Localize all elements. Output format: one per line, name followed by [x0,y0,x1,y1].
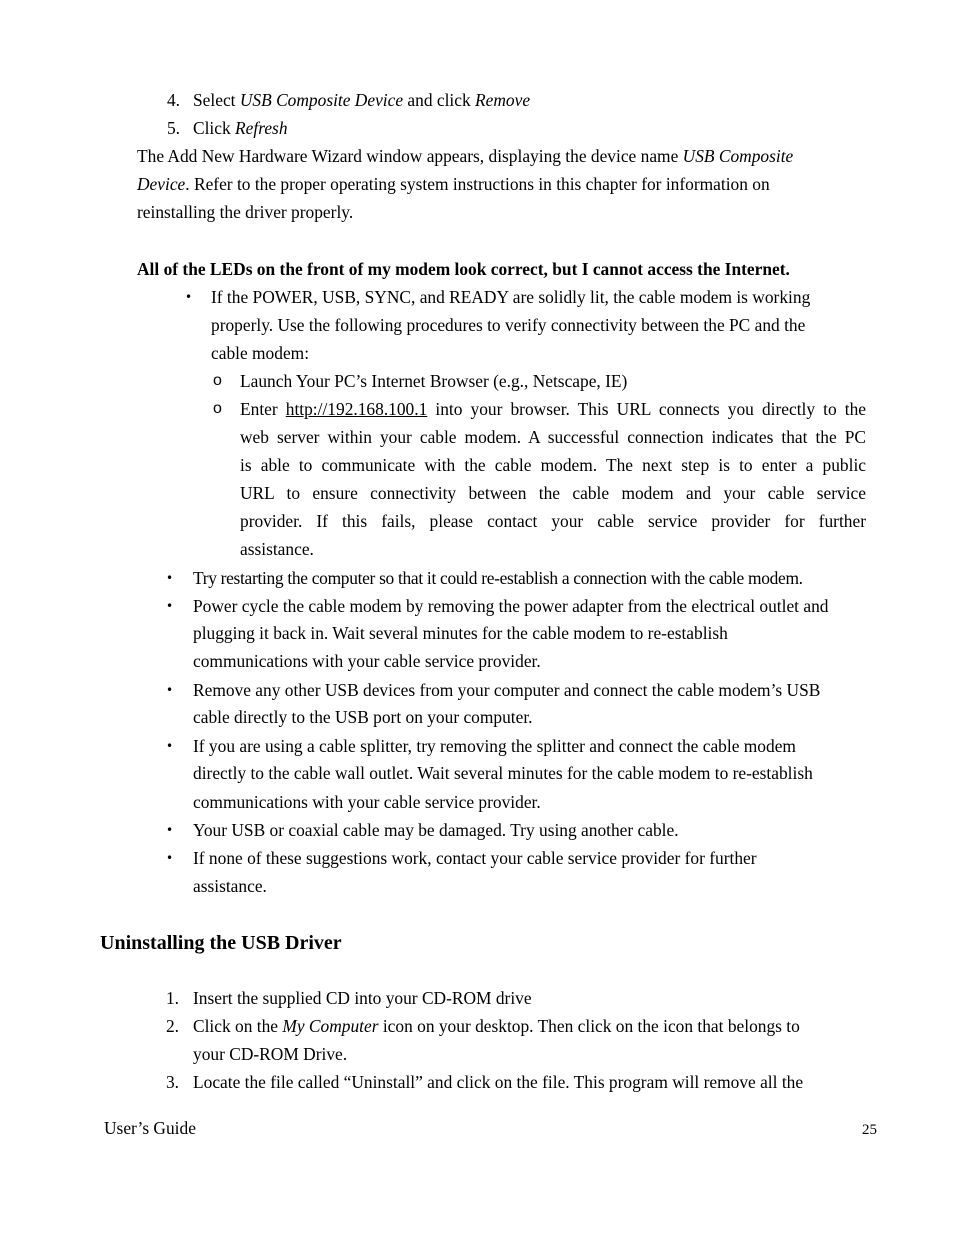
bullet-remove-usb-line: cable directly to the USB port on your computer. [193,707,533,727]
step-5-text [193,118,288,138]
paragraph-emphasis: Device [137,174,186,194]
enter-url-line: is able to communicate with the cable modem. The next step is to enter a public [240,455,866,475]
bullet-marker: • [166,599,174,613]
enter-url-line: assistance. [240,539,314,559]
bullet-marker: • [166,851,174,865]
enter-url-line [240,399,866,419]
step-text: Click on the [193,1016,283,1036]
page-number: 25 [862,1122,877,1138]
step-emphasis: USB Composite Device [239,90,404,110]
sub-bullet-marker: o [213,400,222,417]
step-number: 1. [165,988,179,1008]
footer-title: User’s Guide [104,1118,196,1138]
bullet-marker: • [166,683,174,697]
bullet-splitter-line: communications with your cable service provider. [193,792,541,812]
wizard-paragraph-line [137,146,793,166]
bullet-splitter-line: directly to the cable wall outlet. Wait several minutes for the cable modem to re-establish [193,763,813,783]
sub-bullet-text: Enter [240,399,286,419]
bullet-power-cycle-line: plugging it back in. Wait several minutes for the cable modem to re-establish [193,623,728,643]
step-text: Select [193,90,240,110]
bullet-contact-provider-line: If none of these suggestions work, contact your cable service provider for further [193,848,757,868]
step-text: Click [193,118,236,138]
uninstall-step-1-text: Insert the supplied CD into your CD-ROM drive [193,988,532,1008]
step-number: 4. [166,90,180,110]
power-bullet-line: If the POWER, USB, SYNC, and READY are solidly lit, the cable modem is working [211,287,811,307]
step-text: icon on your desktop. Then click on the icon that belongs to [378,1016,800,1036]
paragraph-text: The Add New Hardware Wizard window appears, displaying the device name [137,146,683,166]
bullet-contact-provider-line: assistance. [193,876,267,896]
paragraph-text: . Refer to the proper operating system instructions in this chapter for information on [185,174,770,194]
step-emphasis: Refresh [235,118,288,138]
bullet-marker: • [166,739,174,753]
step-emphasis: Remove [475,90,531,110]
bullet-power-cycle-line: Power cycle the cable modem by removing the power adapter from the electrical outlet and [193,596,829,616]
uninstall-step-2-text: your CD-ROM Drive. [193,1044,348,1064]
enter-url-line: provider. If this fails, please contact your cable service provider for further [240,511,866,531]
bullet-marker: • [185,290,193,304]
router-url-link[interactable]: http://192.168.100.1 [285,399,428,419]
wizard-paragraph-line [137,174,770,194]
uninstall-heading: Uninstalling the USB Driver [100,932,342,954]
leds-heading: All of the LEDs on the front of my modem look correct, but I cannot access the Internet. [137,259,790,279]
sub-bullet-marker: o [213,372,222,389]
bullet-remove-usb-line: Remove any other USB devices from your computer and connect the cable modem’s USB [193,680,821,700]
step-number: 5. [166,118,180,138]
bullet-marker: • [166,571,174,585]
wizard-paragraph-line: reinstalling the driver properly. [137,202,354,222]
step-4-text [193,90,530,110]
bullet-marker: • [166,823,174,837]
sub-bullet-text: into your browser. This URL connects you directly to the [427,399,866,419]
step-emphasis: My Computer [282,1016,379,1036]
bullet-cable-damaged-text: Your USB or coaxial cable may be damaged. Try using another cable. [193,820,679,840]
bullet-restart-text: Try restarting the computer so that it could re-establish a connection with the cable modem. [193,568,803,588]
bullet-splitter-line: If you are using a cable splitter, try removing the splitter and connect the cable modem [193,736,796,756]
step-text: and click [403,90,476,110]
enter-url-line: URL to ensure connectivity between the cable modem and your cable service [240,483,866,503]
uninstall-step-3-text: Locate the file called “Uninstall” and click on the file. This program will remove all the [193,1072,804,1092]
step-number: 2. [165,1016,179,1036]
step-number: 3. [165,1072,179,1092]
uninstall-step-2-text [193,1016,800,1036]
paragraph-emphasis: USB Composite [682,146,794,166]
enter-url-line: web server within your cable modem. A successful connection indicates that the PC [240,427,866,447]
power-bullet-line: cable modem: [211,343,310,363]
power-bullet-line: properly. Use the following procedures to verify connectivity between the PC and the [211,315,806,335]
launch-browser-text: Launch Your PC’s Internet Browser (e.g., Netscape, IE) [240,371,628,391]
bullet-power-cycle-line: communications with your cable service provider. [193,651,541,671]
